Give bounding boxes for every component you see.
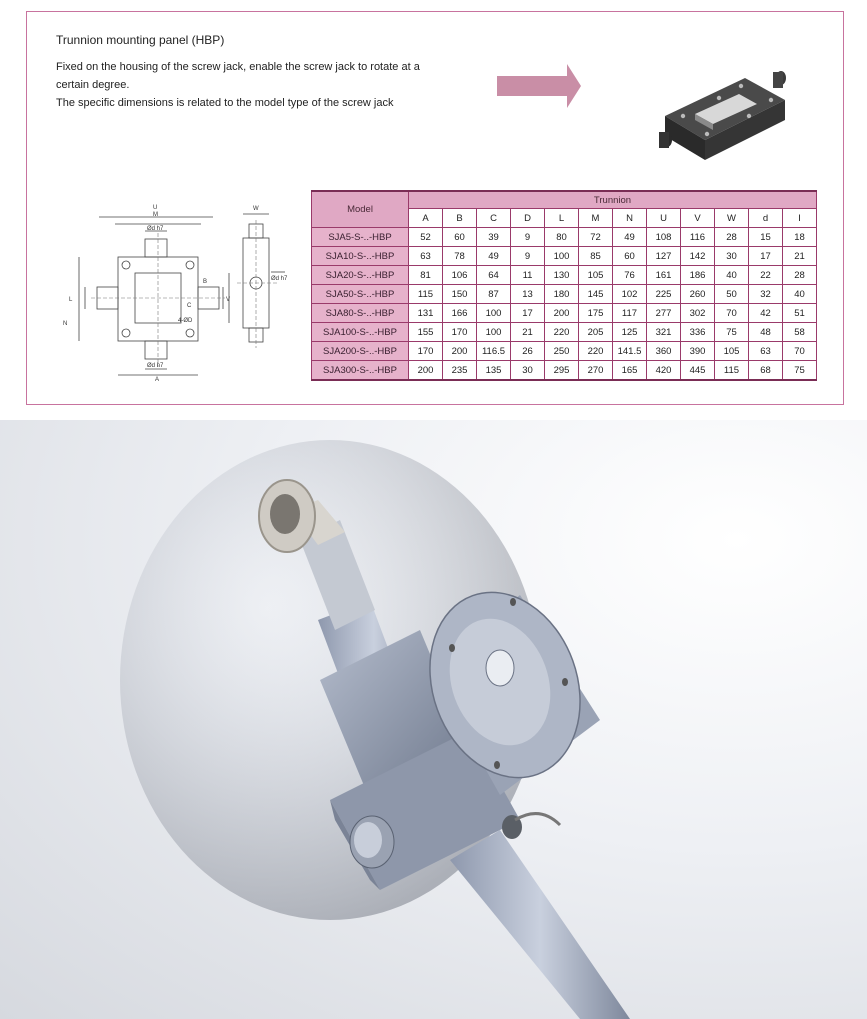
dim-label-a: A	[155, 377, 160, 382]
table-row	[312, 323, 817, 342]
screw-jack-3d-illustration	[0, 420, 867, 1019]
value-cell: 220	[579, 342, 613, 361]
description-line: certain degree.	[56, 79, 130, 91]
value-cell: 105	[579, 266, 613, 285]
value-cell: 106	[443, 266, 477, 285]
panel-title: Trunnion mounting panel (HBP)	[56, 33, 225, 47]
value-cell: 22	[749, 266, 783, 285]
value-cell: 141.5	[613, 342, 647, 361]
table-row	[312, 247, 817, 266]
value-cell: 131	[409, 304, 443, 323]
value-cell: 100	[477, 323, 511, 342]
value-cell: 21	[783, 247, 817, 266]
model-cell: SJA20-S-..-HBP	[312, 266, 409, 285]
value-cell: 115	[409, 285, 443, 304]
value-cell: 108	[647, 228, 681, 247]
dim-label-n: N	[63, 321, 68, 327]
value-cell: 170	[409, 342, 443, 361]
value-cell: 360	[647, 342, 681, 361]
column-header: L	[545, 209, 579, 228]
value-cell: 225	[647, 285, 681, 304]
value-cell: 17	[749, 247, 783, 266]
value-cell: 116	[681, 228, 715, 247]
value-cell: 445	[681, 361, 715, 381]
value-cell: 72	[579, 228, 613, 247]
value-cell: 220	[545, 323, 579, 342]
trunnion-front-view-drawing	[63, 197, 233, 382]
value-cell: 117	[613, 304, 647, 323]
value-cell: 40	[715, 266, 749, 285]
value-cell: 28	[783, 266, 817, 285]
value-cell: 52	[409, 228, 443, 247]
value-cell: 42	[749, 304, 783, 323]
dim-label-c: C	[187, 303, 192, 309]
value-cell: 205	[579, 323, 613, 342]
table-row	[312, 361, 817, 381]
value-cell: 116.5	[477, 342, 511, 361]
column-header: V	[681, 209, 715, 228]
value-cell: 49	[477, 247, 511, 266]
value-cell: 85	[579, 247, 613, 266]
dim-label-angle: 4-ØD	[178, 318, 193, 324]
value-cell: 26	[511, 342, 545, 361]
dim-label-w: W	[253, 206, 259, 212]
value-cell: 161	[647, 266, 681, 285]
value-cell: 49	[613, 228, 647, 247]
value-cell: 39	[477, 228, 511, 247]
table-row	[312, 304, 817, 323]
value-cell: 200	[443, 342, 477, 361]
value-cell: 30	[715, 247, 749, 266]
value-cell: 75	[783, 361, 817, 381]
table-row	[312, 266, 817, 285]
trunnion-group-header: Trunnion	[409, 191, 817, 209]
model-cell: SJA200-S-..-HBP	[312, 342, 409, 361]
value-cell: 9	[511, 228, 545, 247]
value-cell: 115	[715, 361, 749, 381]
panel-description	[56, 58, 506, 112]
value-cell: 75	[715, 323, 749, 342]
column-header: A	[409, 209, 443, 228]
value-cell: 63	[749, 342, 783, 361]
description-line: The specific dimensions is related to the model type of the screw jack	[56, 97, 394, 109]
value-cell: 235	[443, 361, 477, 381]
model-cell: SJA50-S-..-HBP	[312, 285, 409, 304]
value-cell: 17	[511, 304, 545, 323]
value-cell: 58	[783, 323, 817, 342]
value-cell: 60	[613, 247, 647, 266]
table-row	[312, 228, 817, 247]
value-cell: 186	[681, 266, 715, 285]
dim-label-v: V	[226, 297, 231, 303]
value-cell: 21	[511, 323, 545, 342]
description-line: Fixed on the housing of the screw jack, enable the screw jack to rotate at a	[56, 61, 420, 73]
value-cell: 30	[511, 361, 545, 381]
value-cell: 250	[545, 342, 579, 361]
value-cell: 142	[681, 247, 715, 266]
value-cell: 76	[613, 266, 647, 285]
dim-label-l: L	[69, 297, 73, 303]
value-cell: 390	[681, 342, 715, 361]
value-cell: 270	[579, 361, 613, 381]
value-cell: 145	[579, 285, 613, 304]
value-cell: 277	[647, 304, 681, 323]
dim-label-m: M	[153, 212, 158, 218]
value-cell: 40	[783, 285, 817, 304]
value-cell: 165	[613, 361, 647, 381]
column-header: N	[613, 209, 647, 228]
value-cell: 51	[783, 304, 817, 323]
value-cell: 48	[749, 323, 783, 342]
value-cell: 11	[511, 266, 545, 285]
dim-label-diam-side: Ød h7	[271, 276, 288, 282]
value-cell: 80	[545, 228, 579, 247]
trunnion-side-view-drawing	[235, 202, 305, 362]
value-cell: 127	[647, 247, 681, 266]
value-cell: 175	[579, 304, 613, 323]
table-row	[312, 342, 817, 361]
value-cell: 302	[681, 304, 715, 323]
value-cell: 63	[409, 247, 443, 266]
value-cell: 50	[715, 285, 749, 304]
trunnion-dimension-table	[311, 190, 817, 381]
dim-label-u: U	[153, 205, 158, 211]
column-header: B	[443, 209, 477, 228]
value-cell: 420	[647, 361, 681, 381]
right-arrow-icon	[497, 64, 583, 110]
value-cell: 18	[783, 228, 817, 247]
dim-label-diam-top: Ød h7	[147, 226, 164, 232]
dim-label-b: B	[203, 279, 208, 285]
value-cell: 28	[715, 228, 749, 247]
screw-jack-render-image	[0, 420, 867, 1019]
model-cell: SJA80-S-..-HBP	[312, 304, 409, 323]
value-cell: 180	[545, 285, 579, 304]
value-cell: 78	[443, 247, 477, 266]
value-cell: 200	[545, 304, 579, 323]
column-header: U	[647, 209, 681, 228]
model-cell: SJA100-S-..-HBP	[312, 323, 409, 342]
value-cell: 200	[409, 361, 443, 381]
value-cell: 64	[477, 266, 511, 285]
model-cell: SJA10-S-..-HBP	[312, 247, 409, 266]
column-header: I	[783, 209, 817, 228]
table-row	[312, 285, 817, 304]
value-cell: 130	[545, 266, 579, 285]
column-header: C	[477, 209, 511, 228]
value-cell: 105	[715, 342, 749, 361]
value-cell: 9	[511, 247, 545, 266]
value-cell: 68	[749, 361, 783, 381]
value-cell: 15	[749, 228, 783, 247]
model-cell: SJA300-S-..-HBP	[312, 361, 409, 381]
model-cell: SJA5-S-..-HBP	[312, 228, 409, 247]
column-header: M	[579, 209, 613, 228]
value-cell: 170	[443, 323, 477, 342]
value-cell: 295	[545, 361, 579, 381]
column-header: W	[715, 209, 749, 228]
value-cell: 336	[681, 323, 715, 342]
value-cell: 60	[443, 228, 477, 247]
value-cell: 166	[443, 304, 477, 323]
value-cell: 155	[409, 323, 443, 342]
value-cell: 13	[511, 285, 545, 304]
value-cell: 135	[477, 361, 511, 381]
value-cell: 125	[613, 323, 647, 342]
trunnion-panel	[26, 11, 844, 405]
value-cell: 321	[647, 323, 681, 342]
column-header: D	[511, 209, 545, 228]
value-cell: 100	[477, 304, 511, 323]
value-cell: 150	[443, 285, 477, 304]
value-cell: 100	[545, 247, 579, 266]
value-cell: 81	[409, 266, 443, 285]
trunnion-block-illustration	[659, 68, 789, 168]
value-cell: 70	[715, 304, 749, 323]
value-cell: 32	[749, 285, 783, 304]
value-cell: 70	[783, 342, 817, 361]
value-cell: 102	[613, 285, 647, 304]
value-cell: 260	[681, 285, 715, 304]
model-header: Model	[312, 191, 409, 228]
dim-label-diam-bottom: Ød h7	[147, 363, 164, 369]
value-cell: 87	[477, 285, 511, 304]
column-header: d	[749, 209, 783, 228]
